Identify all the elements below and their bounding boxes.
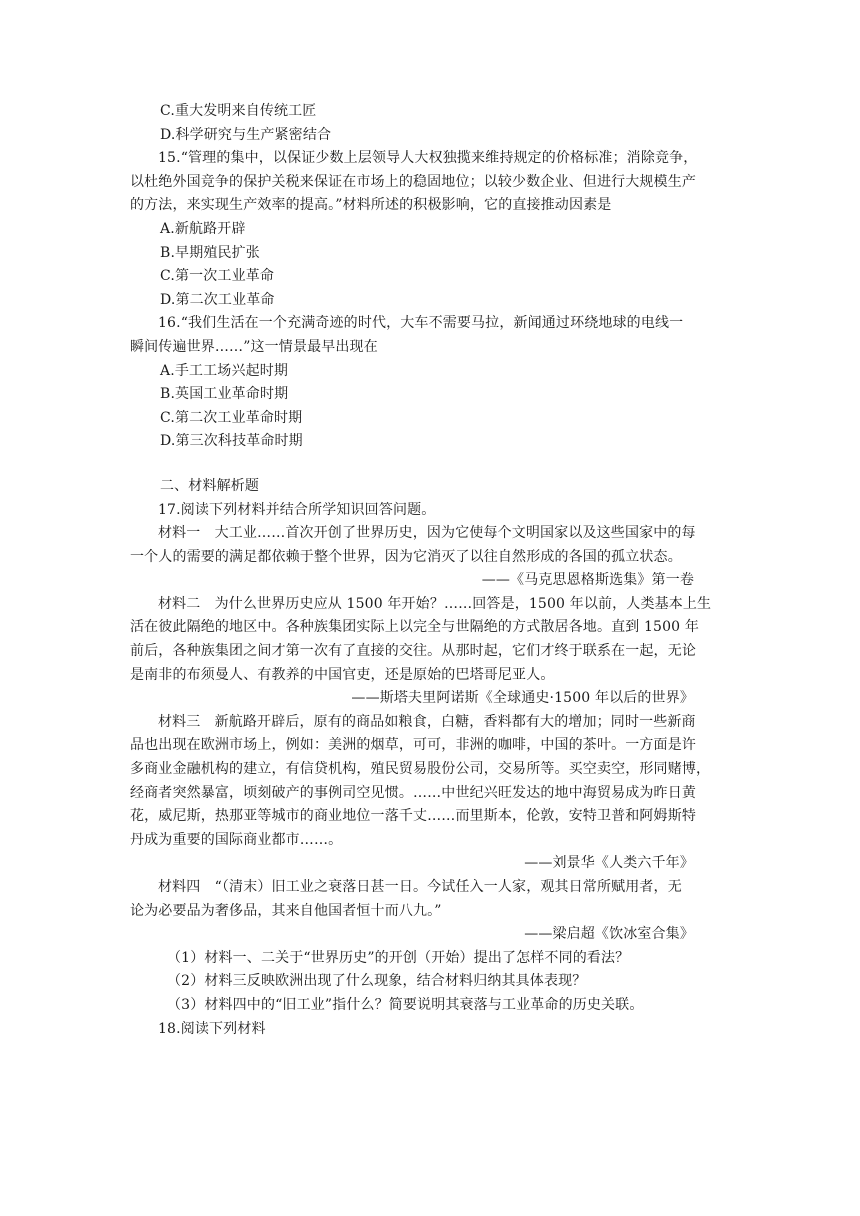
q16-option-d: D.第三次科技革命时期 xyxy=(160,433,303,450)
q15-option-d: D.第二次工业革命 xyxy=(160,291,275,308)
q17-material4-source: ——梁启超《饮冰室合集》 xyxy=(524,926,694,943)
q17-subquestion-3: （3）材料四中的“旧工业”指什么？简要说明其衰落与工业革命的历史关联。 xyxy=(167,996,644,1013)
q17-material3-line3: 多商业金融机构的建立，有信贷机构，殖民贸易股份公司，交易所等。买空卖空，形同赌博， xyxy=(130,761,711,778)
document-body xyxy=(130,100,730,1041)
q17-material2-source: ——斯塔夫里阿诺斯《全球通史·1500 年以后的世界》 xyxy=(351,690,694,707)
q17-material1-source: ——《马克思恩格斯选集》第一卷 xyxy=(481,572,694,589)
q15-stem-line3: 的方法，来实现生产效率的提高。”材料所述的积极影响，它的直接推动因素是 xyxy=(130,197,612,214)
q16-stem-line2: 瞬间传遍世界……”这一情景最早出现在 xyxy=(130,338,378,355)
q16-option-a: A.手工工场兴起时期 xyxy=(160,362,289,379)
section-gap xyxy=(130,454,730,475)
q16-option-c: C.第二次工业革命时期 xyxy=(160,409,303,426)
q15-option-c: C.第一次工业革命 xyxy=(160,268,275,285)
q16-option-b: B.英国工业革命时期 xyxy=(160,386,289,403)
q15-option-b: B.早期殖民扩张 xyxy=(160,244,260,261)
q17-material3-line2: 品也出现在欧洲市场上，例如：美洲的烟草，可可，非洲的咖啡，中国的茶叶。一方面是许 xyxy=(130,737,696,754)
q15-stem-line1: 15.“管理的集中，以保证少数上层领导人大权独揽来维持规定的价格标准；消除竞争， xyxy=(158,150,698,167)
q15-stem-line2: 以杜绝外国竞争的保护关税来保证在市场上的稳固地位；以较少数企业、但进行大规模生产 xyxy=(130,173,696,190)
q17-intro: 17.阅读下列材料并结合所学知识回答问题。 xyxy=(158,501,436,518)
q16-stem-line1: 16.“我们生活在一个充满奇迹的时代，大车不需要马拉，新闻通过环绕地球的电线一 xyxy=(158,315,684,332)
q17-material3-source: ——刘景华《人类六千年》 xyxy=(524,855,694,872)
section2-heading: 二、材料解析题 xyxy=(160,477,260,494)
q17-material2-line2: 活在彼此隔绝的地区中。各种族集团实际上以完全与世隔绝的方式散居各地。直到 1500 年 xyxy=(130,619,699,636)
q17-material3-line1: 材料三 新航路开辟后，原有的商品如粮食，白糖，香料都有大的增加；同时一些新商 xyxy=(158,713,696,730)
q18-intro: 18.阅读下列材料 xyxy=(158,1020,266,1037)
q15-option-a: A.新航路开辟 xyxy=(160,220,246,237)
q17-material4-line2: 论为必要品为奢侈品，其来自他国者恒十而八九。” xyxy=(130,902,442,919)
q17-material1-line1: 材料一 大工业……首次开创了世界历史，因为它使每个文明国家以及这些国家中的每 xyxy=(158,525,696,542)
q17-material2-line1: 材料二 为什么世界历史应从 1500 年开始？……回答是，1500 年以前，人类基本上生 xyxy=(158,595,712,612)
q14-option-c: C.重大发明来自传统工匠 xyxy=(160,103,317,119)
q17-material1-line2: 一个人的需要的满足都依赖于整个世界，因为它消灭了以往自然形成的各国的孤立状态。 xyxy=(130,548,682,565)
q17-material3-line6: 丹成为重要的国际商业都市……。 xyxy=(130,831,343,848)
q14-option-d: D.科学研究与生产紧密结合 xyxy=(160,126,332,143)
q17-material4-line1: 材料四 “（清末）旧工业之衰落日甚一日。今试任入一人家，观其日常所赋用者，无 xyxy=(158,879,682,895)
q17-material2-line4: 是南非的布须曼人、有教养的中国官吏，还是原始的巴塔哥尼亚人。 xyxy=(130,666,555,683)
q17-material3-line5: 花，威尼斯，热那亚等城市的商业地位一落千丈……而里斯本，伦敦，安特卫普和阿姆斯特 xyxy=(130,808,696,825)
q17-subquestion-2: （2）材料三反映欧洲出现了什么现象，结合材料归纳其具体表现？ xyxy=(167,973,587,990)
q17-material3-line4: 经商者突然暴富，顷刻破产的事例司空见惯。……中世纪兴旺发达的地中海贸易成为昨日黄 xyxy=(130,784,696,801)
q17-material2-line3: 前后，各种族集团之间才第一次有了直接的交往。从那时起，它们才终于联系在一起，无论 xyxy=(130,643,696,660)
q17-subquestion-1: （1）材料一、二关于“世界历史”的开创（开始）提出了怎样不同的看法？ xyxy=(167,949,630,966)
